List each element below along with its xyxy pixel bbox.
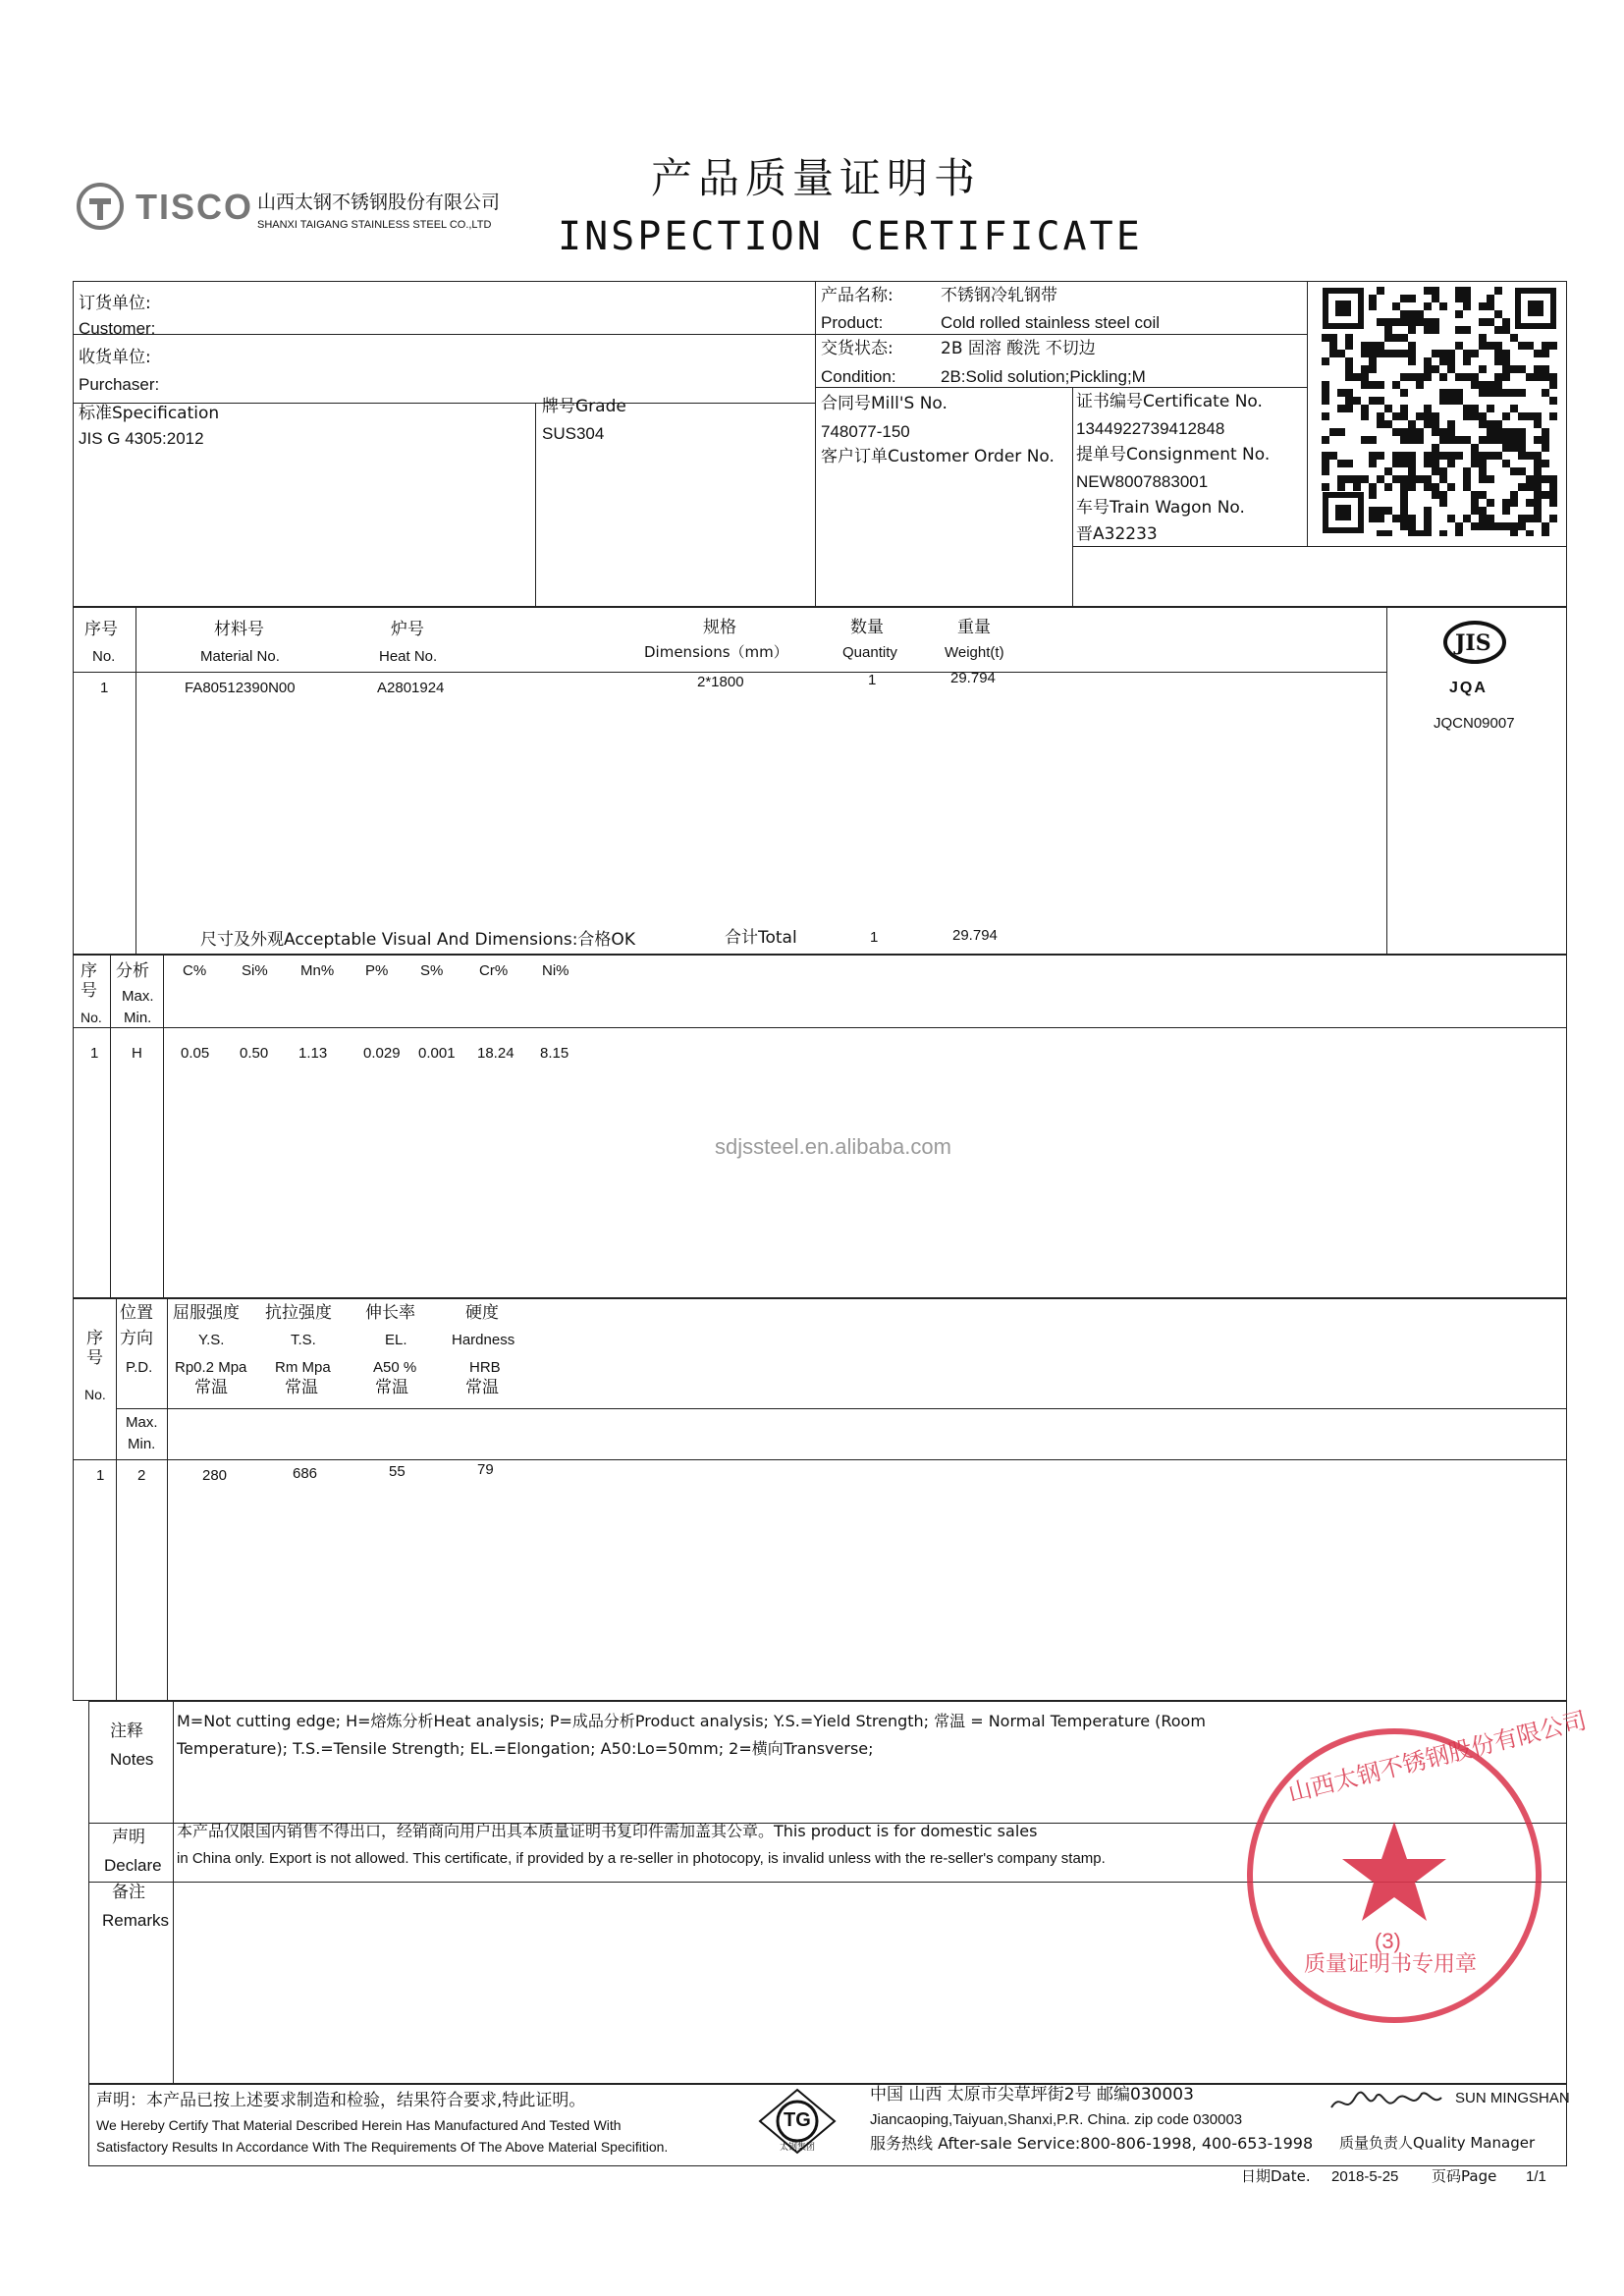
condition-label-en: Condition: <box>821 367 896 386</box>
grade-label: 牌号Grade <box>542 397 626 416</box>
remarks-label-en: Remarks <box>102 1911 170 1930</box>
item-row-no: 1 <box>100 680 109 696</box>
chem-column-header: Cr% <box>479 962 509 979</box>
mills-value: 748077-150 <box>821 422 910 441</box>
chem-column-header: C% <box>183 962 207 979</box>
mech-no-header-cn: 序号 <box>86 1329 103 1368</box>
ys-unit: Rp0.2 Mpa <box>175 1359 247 1376</box>
page-label: 页码Page <box>1432 2167 1497 2185</box>
chem-value: 0.05 <box>181 1045 210 1062</box>
customer-order-label: 客户订单Customer Order No. <box>821 447 1055 466</box>
certificate-label: 证书编号Certificate No. <box>1076 392 1263 411</box>
product-value-en: Cold rolled stainless steel coil <box>941 313 1160 332</box>
heat-header-cn: 炉号 <box>391 620 424 639</box>
item-row-dimensions: 2*1800 <box>697 674 744 690</box>
mech-pd-header: P.D. <box>126 1359 153 1376</box>
quality-manager-label: 质量负责人Quality Manager <box>1339 2134 1536 2152</box>
customer-label-cn: 订货单位: <box>79 294 151 313</box>
remarks-label-cn: 备注 <box>112 1883 145 1902</box>
material-header-en: Material No. <box>200 648 280 665</box>
heat-header-en: Heat No. <box>379 648 438 665</box>
mech-position-header: 位置 <box>120 1303 153 1323</box>
mech-row-el: 55 <box>389 1463 406 1480</box>
consignment-value: NEW8007883001 <box>1076 472 1209 491</box>
hardness-unit: HRB <box>469 1359 501 1376</box>
chem-max: Max. <box>122 988 154 1005</box>
chem-column-header: S% <box>420 962 444 979</box>
weight-header-en: Weight(t) <box>945 644 1004 661</box>
ys-temp: 常温 <box>194 1378 228 1397</box>
item-row-heat: A2801924 <box>377 680 445 696</box>
footer-service: 服务热线 After-sale Service:800-806-1998, 400-653-1998 <box>870 2134 1314 2153</box>
company-name-cn: 山西太钢不锈钢股份有限公司 <box>257 191 501 213</box>
el-header-en: EL. <box>385 1332 407 1348</box>
footer-address-en: Jiancaoping,Taiyuan,Shanxi,P.R. China. zip code 030003 <box>870 2111 1243 2128</box>
spec-value: JIS G 4305:2012 <box>79 429 204 448</box>
dimensions-header-en: Dimensions（mm） <box>644 643 788 661</box>
mech-row-ys: 280 <box>202 1467 228 1484</box>
tg-logo-icon: TG 太钢集团 <box>758 2088 837 2157</box>
date-value: 2018-5-25 <box>1331 2168 1399 2185</box>
item-row-quantity: 1 <box>868 672 877 688</box>
item-row-material: FA80512390N00 <box>185 680 296 696</box>
mech-max: Max. <box>126 1414 158 1431</box>
ts-header-en: T.S. <box>291 1332 316 1348</box>
quantity-header-cn: 数量 <box>850 618 884 637</box>
purchaser-label-en: Purchaser: <box>79 375 160 394</box>
chem-value: 8.15 <box>540 1045 569 1062</box>
footer-statement-cn: 声明：本产品已按上述要求制造和检验，结果符合要求,特此证明。 <box>96 2091 586 2110</box>
chem-row-type: H <box>132 1045 142 1062</box>
product-label-cn: 产品名称: <box>821 286 893 305</box>
grade-value: SUS304 <box>542 424 605 443</box>
quantity-header-en: Quantity <box>842 644 897 661</box>
chem-no-header-en: No. <box>81 1010 102 1025</box>
notes-line-2: Temperature); T.S.=Tensile Strength; EL.=Elongation; A50:Lo=50mm; 2=横向Transverse; <box>177 1739 874 1758</box>
condition-value-cn: 2B 固溶 酸洗 不切边 <box>941 339 1096 358</box>
brand-name: TISCO <box>135 187 254 227</box>
chem-column-header: P% <box>365 962 389 979</box>
mech-row-pd: 2 <box>137 1467 146 1484</box>
mech-min: Min. <box>128 1436 156 1452</box>
chem-column-header: Ni% <box>542 962 569 979</box>
notes-label-cn: 注释 <box>110 1722 143 1741</box>
chem-value: 18.24 <box>477 1045 514 1062</box>
ts-temp: 常温 <box>285 1378 318 1397</box>
watermark-text: sdjssteel.en.alibaba.com <box>715 1134 951 1159</box>
mech-row-ts: 686 <box>293 1465 318 1482</box>
footer-statement-en-1: We Hereby Certify That Material Described Herein Has Manufactured And Tested With <box>96 2117 622 2133</box>
notes-label-en: Notes <box>110 1750 154 1769</box>
page-value: 1/1 <box>1526 2168 1546 2185</box>
ys-header-en: Y.S. <box>198 1332 225 1348</box>
hardness-header-cn: 硬度 <box>465 1303 499 1323</box>
wagon-value: 晋A32233 <box>1076 524 1158 544</box>
chem-value: 0.001 <box>418 1045 456 1062</box>
material-header-cn: 材料号 <box>214 620 264 639</box>
chem-column-header: Si% <box>242 962 268 979</box>
chem-no-header-cn: 序号 <box>81 961 97 1001</box>
declare-label-en: Declare <box>104 1856 162 1875</box>
chem-min: Min. <box>124 1010 152 1026</box>
spec-label: 标准Specification <box>79 404 220 423</box>
ts-header-cn: 抗拉强度 <box>265 1303 332 1323</box>
footer-statement-en-2: Satisfactory Results In Accordance With The Requirements Of The Above Material Specifition. <box>96 2139 669 2155</box>
qr-code <box>1320 285 1559 536</box>
visual-check: 尺寸及外观Acceptable Visual And Dimensions:合格OK <box>200 930 635 950</box>
declare-line-2: in China only. Export is not allowed. This certificate, if provided by a re-seller in photocopy, is invalid unless with the re-seller's company stamp. <box>177 1850 1106 1867</box>
item-row-weight: 29.794 <box>950 670 996 686</box>
date-label: 日期Date. <box>1241 2167 1311 2185</box>
item-table <box>73 607 1567 955</box>
mech-row-no: 1 <box>96 1467 105 1484</box>
el-unit: A50 % <box>373 1359 417 1376</box>
chemistry-table <box>73 955 1567 1298</box>
signature <box>1327 2086 1445 2119</box>
chem-row-no: 1 <box>90 1045 99 1062</box>
product-value-cn: 不锈钢冷轧钢带 <box>941 286 1057 305</box>
declare-line-1: 本产品仅限国内销售不得出口，经销商向用户出具本质量证明书复印件需加盖其公章。This product is for domestic sales <box>177 1822 1038 1840</box>
total-label: 合计Total <box>725 928 797 948</box>
company-stamp: 山西太钢不锈钢股份有限公司 质量证明书专用章 (3) <box>1247 1728 1542 2023</box>
chem-value: 0.029 <box>363 1045 401 1062</box>
total-quantity: 1 <box>870 929 879 946</box>
chem-column-header: Mn% <box>300 962 335 979</box>
mech-direction-header: 方向 <box>120 1329 153 1348</box>
wagon-label: 车号Train Wagon No. <box>1076 498 1245 518</box>
hardness-temp: 常温 <box>465 1378 499 1397</box>
el-temp: 常温 <box>375 1378 408 1397</box>
tisco-logo <box>77 183 124 230</box>
condition-label-cn: 交货状态: <box>821 339 893 358</box>
company-name-en: SHANXI TAIGANG STAINLESS STEEL CO.,LTD <box>257 219 492 231</box>
hardness-header-en: Hardness <box>452 1332 515 1348</box>
mech-row-hardness: 79 <box>477 1461 494 1478</box>
total-weight: 29.794 <box>952 927 998 944</box>
el-header-cn: 伸长率 <box>365 1303 415 1323</box>
weight-header-cn: 重量 <box>957 618 991 637</box>
signature-name: SUN MINGSHAN <box>1455 2090 1570 2106</box>
notes-line-1: M=Not cutting edge; H=熔炼分析Heat analysis; P=成品分析Product analysis; Y.S.=Yield Strength; 常温 = Normal Temperature (Room <box>177 1712 1206 1730</box>
certificate-value: 1344922739412848 <box>1076 419 1225 438</box>
condition-value-en: 2B:Solid solution;Pickling;M <box>941 367 1146 386</box>
jqa-mark: JQA <box>1449 680 1488 696</box>
mech-no-header-en: No. <box>84 1387 106 1402</box>
item-no-header-cn: 序号 <box>84 620 118 639</box>
footer-address-cn: 中国 山西 太原市尖草坪街2号 邮编030003 <box>870 2085 1194 2105</box>
jqa-code: JQCN09007 <box>1434 715 1515 732</box>
purchaser-label-cn: 收货单位: <box>79 348 151 367</box>
chem-value: 0.50 <box>240 1045 269 1062</box>
chem-analysis-header: 分析 <box>116 961 149 981</box>
consignment-label: 提单号Consignment No. <box>1076 445 1271 465</box>
chem-value: 1.13 <box>298 1045 328 1062</box>
mills-label: 合同号Mill'S No. <box>821 394 947 413</box>
customer-label-en: Customer: <box>79 319 156 338</box>
product-label-en: Product: <box>821 313 884 332</box>
declare-label-cn: 声明 <box>112 1828 145 1847</box>
title-en: INSPECTION CERTIFICATE <box>558 214 1143 259</box>
ys-header-cn: 屈服强度 <box>173 1303 240 1323</box>
ts-unit: Rm Mpa <box>275 1359 331 1376</box>
item-no-header-en: No. <box>92 648 116 665</box>
dimensions-header-cn: 规格 <box>703 618 736 637</box>
title-cn: 产品质量证明书 <box>651 154 982 202</box>
jis-mark-icon: JIS <box>1443 621 1506 664</box>
